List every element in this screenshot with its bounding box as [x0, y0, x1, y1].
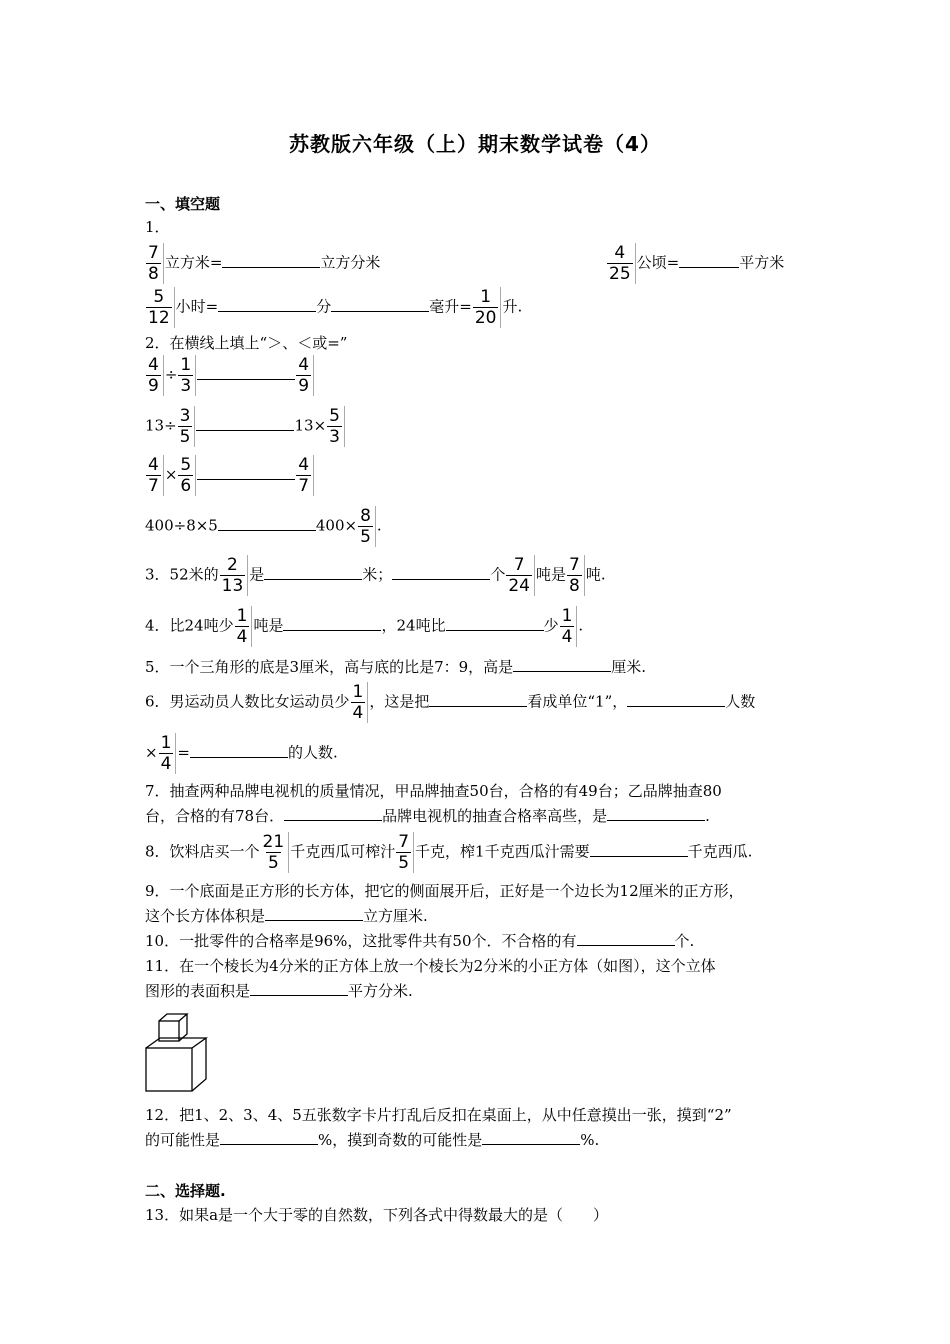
- q13-line: 13．如果a是一个大于零的自然数，下列各式中得数最大的是（ ）: [145, 1206, 609, 1224]
- q2-row-2: 13÷ $\frac{3}{5}$ 13× $\frac{5}{3}$: [145, 406, 346, 447]
- answer-blank[interactable]: [218, 297, 316, 312]
- section-fill-heading: 一、填空题: [145, 195, 221, 213]
- stacked-cubes-figure: [145, 1013, 215, 1093]
- answer-blank[interactable]: [577, 931, 675, 946]
- answer-blank[interactable]: [513, 657, 611, 672]
- q7-line-2: 台，合格的有78台． 品牌电视机的抽查合格率高些，是 .: [145, 807, 710, 825]
- answer-blank[interactable]: [197, 365, 295, 380]
- answer-blank[interactable]: [190, 743, 288, 758]
- answer-blank[interactable]: [482, 1130, 580, 1145]
- answer-blank[interactable]: [220, 1130, 318, 1145]
- q8-line: 8．饮料店买一个 $\frac{21}{5}$ 千克西瓜可榨汁 $\frac{7}{5}$ 千克，榨1千克西瓜汁需要 千克西瓜.: [145, 832, 753, 873]
- fraction: $\frac{7}{8}$: [146, 243, 164, 284]
- answer-blank[interactable]: [607, 806, 705, 821]
- q6-line-2: × $\frac{1}{4}$ = 的人数.: [145, 733, 338, 774]
- q7-line-1: 7．抽查两种品牌电视机的质量情况，甲品牌抽查50台，合格的有49台；乙品牌抽查80: [145, 782, 722, 800]
- q2-row-1: $\frac{4}{9}$ ÷ $\frac{1}{3}$ $\frac{4}{9}$: [145, 355, 315, 396]
- answer-blank[interactable]: [429, 692, 527, 707]
- answer-blank[interactable]: [197, 465, 295, 480]
- q12-line-2: 的可能性是 %，摸到奇数的可能性是 %.: [145, 1131, 600, 1149]
- answer-blank[interactable]: [446, 616, 544, 631]
- q12-line-1: 12．把1、2、3、4、5五张数字卡片打乱后反扣在桌面上，从中任意摸出一张，摸到“2”: [145, 1106, 732, 1124]
- page-title: 苏教版六年级（上）期末数学试卷（4）: [289, 132, 661, 156]
- fraction: $\frac{4}{25}$: [607, 243, 636, 284]
- answer-blank[interactable]: [250, 981, 348, 996]
- q2-prompt: 2．在横线上填上“＞、＜或=”: [145, 334, 348, 352]
- q6-line-1: 6．男运动员人数比女运动员少 $\frac{1}{4}$ ，这是把 看成单位“1”， 人数: [145, 682, 756, 723]
- q3-line: 3．52米的 $\frac{2}{13}$ 是 米； 个 $\frac{7}{24}$ 吨是 $\frac{7}{8}$ 吨.: [145, 555, 606, 596]
- answer-blank[interactable]: [331, 297, 429, 312]
- answer-blank[interactable]: [218, 516, 316, 531]
- q1-part-c: $\frac{5}{12}$ 小时= 分 毫升= $\frac{1}{20}$ 升.: [148, 287, 523, 328]
- answer-blank[interactable]: [627, 692, 725, 707]
- q4-line: 4．比24吨少 $\frac{1}{4}$ 吨是 ，24吨比 少 $\frac{1}{4}$ .: [145, 606, 584, 647]
- answer-blank[interactable]: [590, 842, 688, 857]
- q1-part-b: $\frac{4}{25}$ 公顷= 平方米: [609, 243, 785, 284]
- answer-blank[interactable]: [284, 806, 382, 821]
- fraction: $\frac{1}{20}$: [473, 287, 502, 328]
- answer-blank[interactable]: [196, 416, 294, 431]
- q5-line: 5．一个三角形的底是3厘米，高与底的比是7：9，高是 厘米.: [145, 658, 646, 676]
- q9-line-1: 9．一个底面是正方形的长方体，把它的侧面展开后，正好是一个边长为12厘米的正方形，: [145, 882, 744, 900]
- answer-blank[interactable]: [283, 616, 381, 631]
- q2-row-4: 400÷8×5 400× $\frac{8}{5}$ .: [145, 506, 382, 547]
- q11-line-1: 11．在一个棱长为4分米的正方体上放一个棱长为2分米的小正方体（如图），这个立体: [145, 957, 716, 975]
- section-choice-heading: 二、选择题.: [145, 1182, 226, 1200]
- answer-blank[interactable]: [264, 565, 362, 580]
- answer-blank[interactable]: [265, 906, 363, 921]
- q1-number: 1．: [145, 218, 170, 236]
- q1-part-a: $\frac{7}{8}$ 立方米= 立方分米: [148, 243, 381, 284]
- answer-blank[interactable]: [679, 253, 739, 268]
- answer-blank[interactable]: [222, 253, 320, 268]
- answer-blank[interactable]: [392, 565, 490, 580]
- q2-row-3: $\frac{4}{7}$ × $\frac{5}{6}$ $\frac{4}{7}$: [145, 455, 315, 496]
- q9-line-2: 这个长方体体积是 立方厘米.: [145, 907, 428, 925]
- q10-line: 10．一批零件的合格率是96%，这批零件共有50个．不合格的有 个.: [145, 932, 695, 950]
- q11-line-2: 图形的表面积是 平方分米.: [145, 982, 413, 1000]
- fraction: $\frac{5}{12}$: [146, 287, 175, 328]
